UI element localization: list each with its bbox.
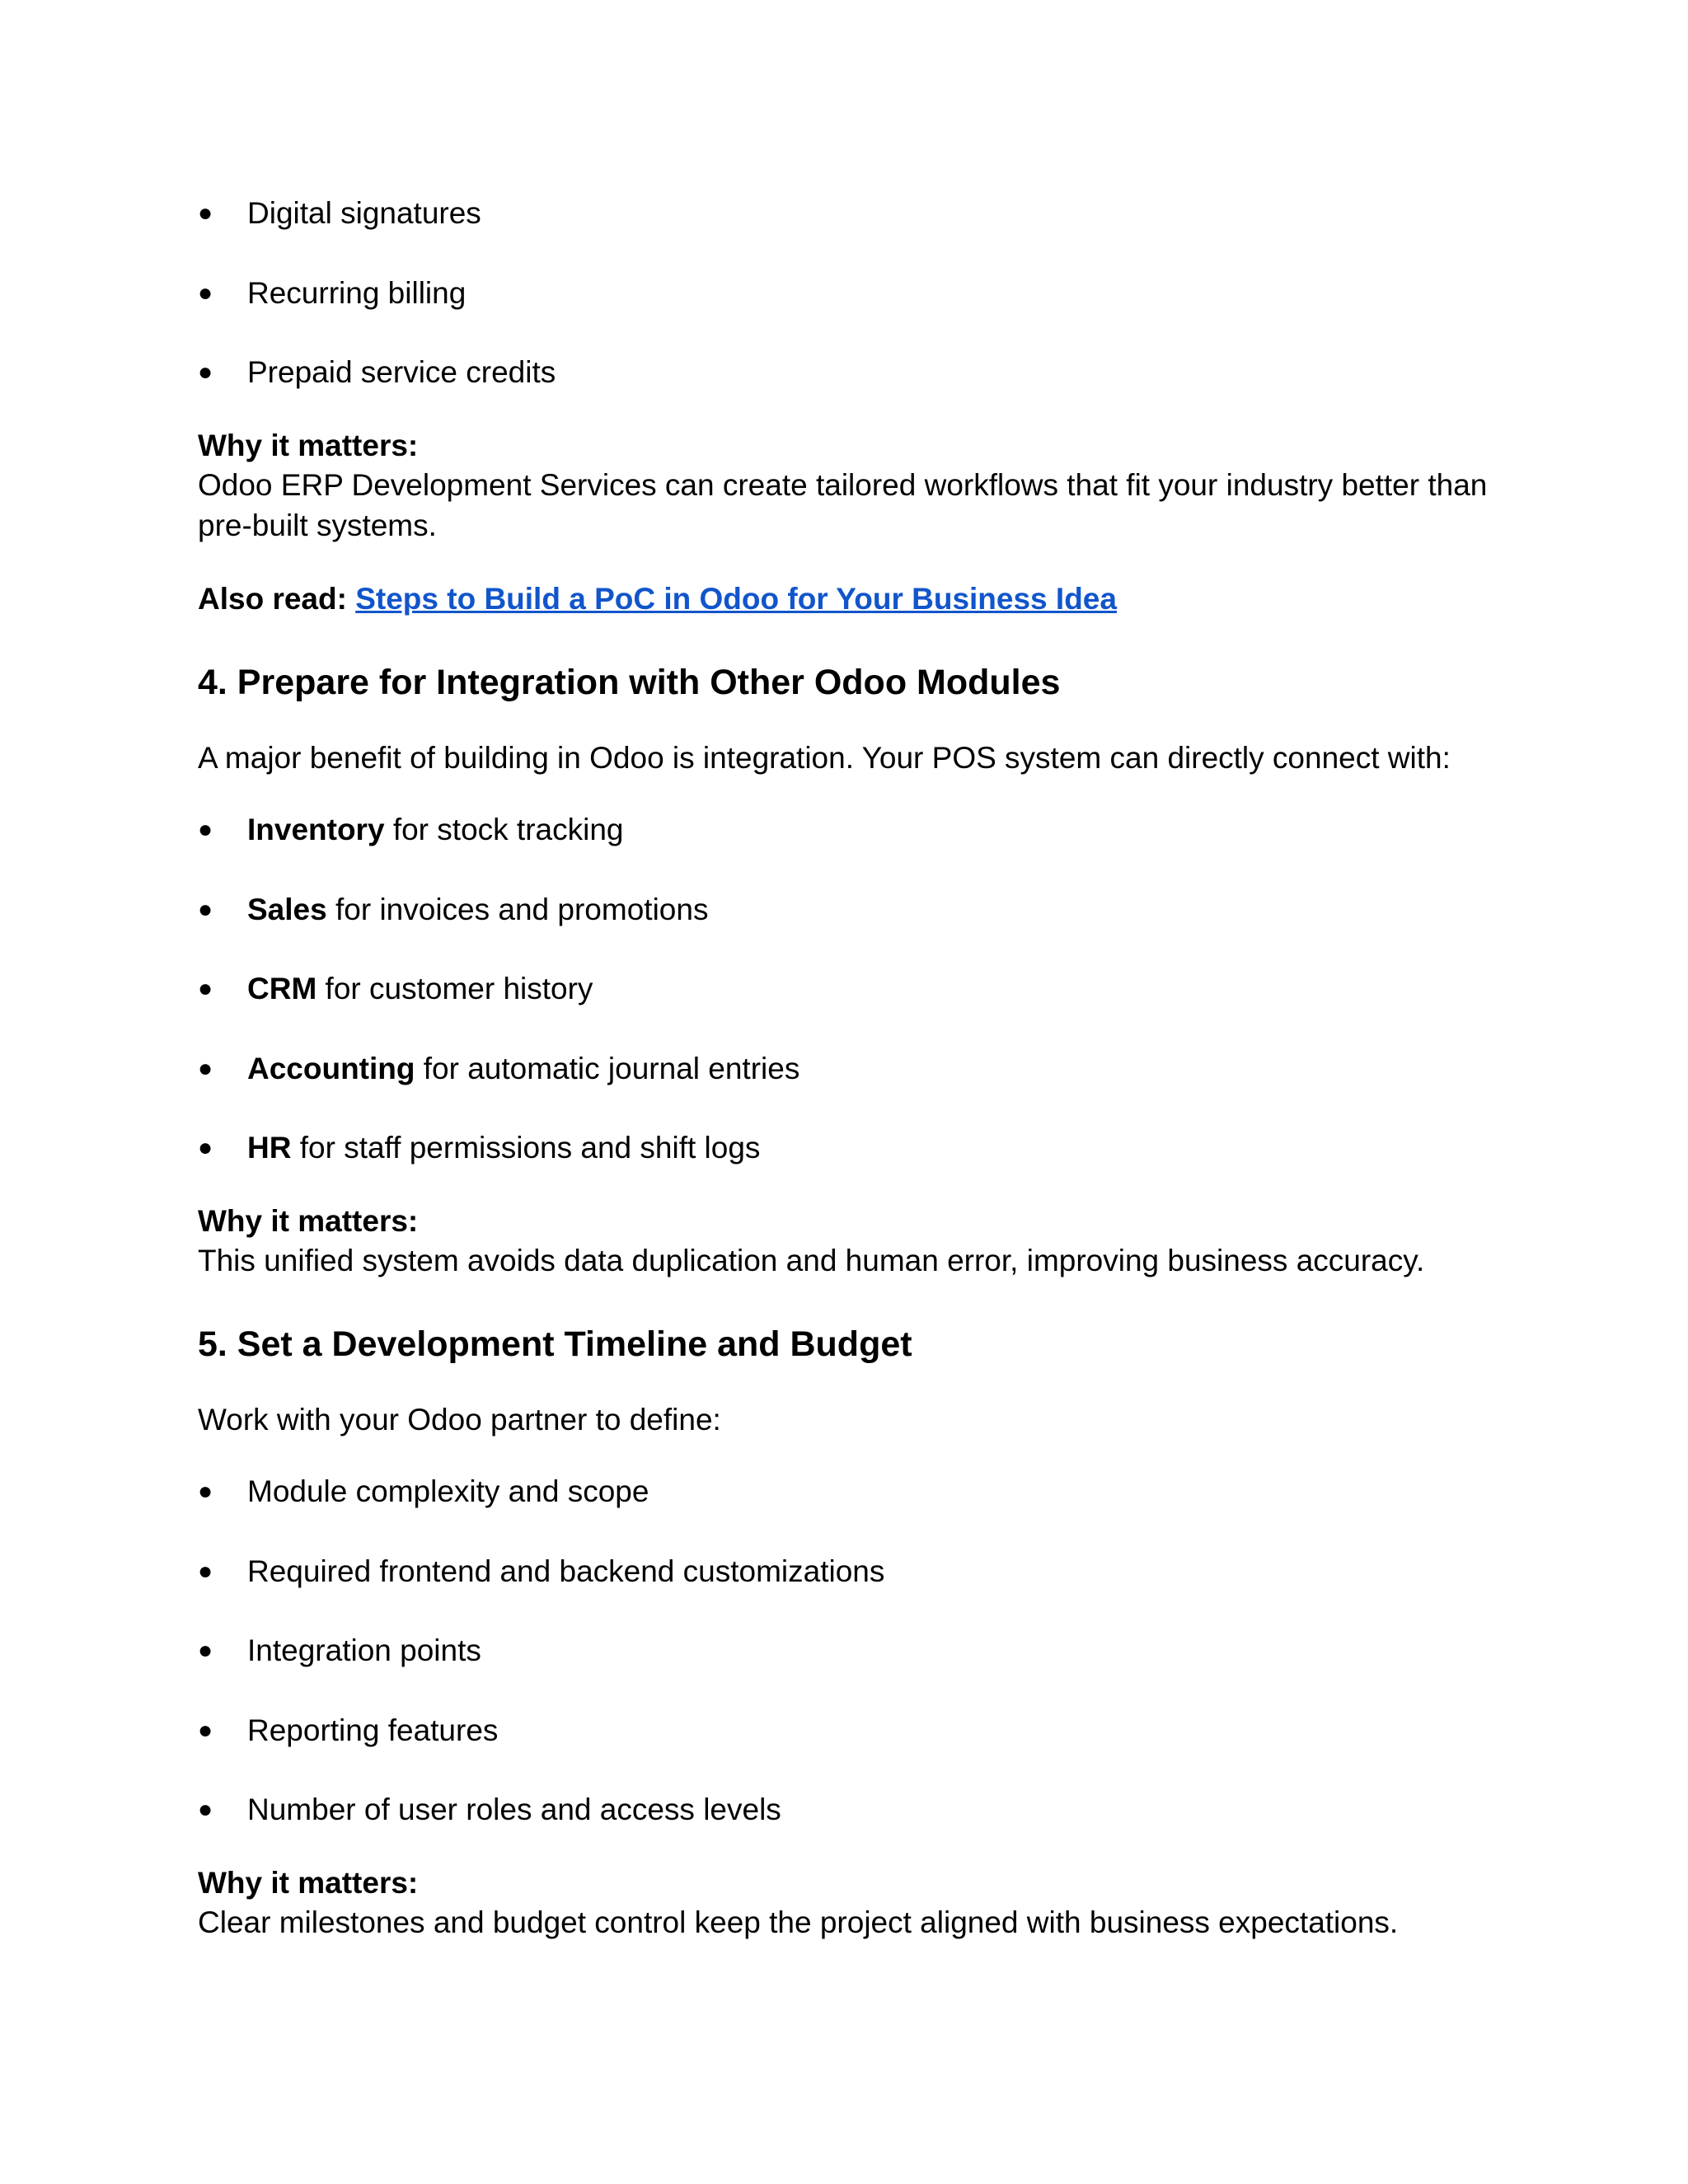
list-item [198, 195, 481, 232]
list-item-bold: Sales [247, 893, 327, 926]
bullet-icon: ● [198, 279, 213, 307]
list-item [198, 1633, 481, 1669]
section-intro: Work with your Odoo partner to define: [198, 1403, 721, 1436]
also-read-label: Also read: [198, 582, 347, 616]
bullet-icon: ● [198, 816, 213, 843]
why-it-matters-label: Why it matters: [198, 429, 419, 462]
bullet-icon: ● [198, 1558, 213, 1585]
bullet-icon: ● [198, 199, 213, 227]
list-item [198, 812, 624, 848]
list-item-text: Module complexity and scope [247, 1474, 649, 1508]
bullet-icon: ● [198, 975, 213, 1002]
list-item-text: Required frontend and backend customizations [247, 1554, 885, 1588]
list-item-bold: HR [247, 1131, 292, 1165]
list-item [198, 1554, 885, 1590]
section-heading: 5. Set a Development Timeline and Budget [198, 1324, 912, 1364]
why-it-matters-label: Why it matters: [198, 1866, 419, 1900]
list-item [198, 1051, 800, 1087]
why-it-matters-text: Odoo ERP Development Services can create tailored workflows that fit your industry better than pre-built systems. [198, 468, 1488, 542]
list-item-bold: Inventory [247, 813, 385, 846]
list-item-text: Number of user roles and access levels [247, 1793, 781, 1826]
list-item-text: for automatic journal entries [415, 1052, 800, 1085]
bullet-icon: ● [198, 1637, 213, 1664]
section-heading: 4. Prepare for Integration with Other Odoo Modules [198, 663, 1061, 702]
bullet-icon: ● [198, 1134, 213, 1161]
list-item-text: for stock tracking [384, 813, 624, 846]
list-item-text: for invoices and promotions [326, 893, 709, 926]
list-item [198, 1130, 761, 1166]
list-item-text: for staff permissions and shift logs [291, 1131, 761, 1165]
also-read [198, 581, 1117, 617]
list-item-bold: Accounting [247, 1052, 415, 1085]
list-item [198, 1792, 781, 1828]
list-item-text: Reporting features [247, 1713, 499, 1747]
list-item [198, 1713, 499, 1749]
list-item-text: for customer history [316, 972, 593, 1005]
why-it-matters-label: Why it matters: [198, 1204, 419, 1238]
list-item-text: Prepaid service credits [247, 355, 556, 389]
list-item-text: Digital signatures [247, 196, 481, 230]
list-item [198, 1474, 649, 1510]
why-it-matters-text: This unified system avoids data duplication and human error, improving business accuracy. [198, 1244, 1425, 1277]
why-it-matters-text: Clear milestones and budget control keep the project aligned with business expectations. [198, 1905, 1399, 1939]
list-item-bold: CRM [247, 972, 317, 1005]
bullet-icon: ● [198, 896, 213, 923]
list-item [198, 971, 593, 1007]
list-item-text: Integration points [247, 1633, 481, 1667]
bullet-icon: ● [198, 1796, 213, 1823]
list-item [198, 275, 467, 312]
list-item [198, 892, 709, 928]
list-item-text: Recurring billing [247, 276, 467, 310]
section-intro: A major benefit of building in Odoo is integration. Your POS system can directly connect with: [198, 741, 1451, 775]
also-read-link[interactable]: Steps to Build a PoC in Odoo for Your Business Idea [355, 582, 1117, 616]
bullet-icon: ● [198, 1055, 213, 1082]
bullet-icon: ● [198, 1717, 213, 1744]
list-item [198, 354, 556, 391]
bullet-icon: ● [198, 1478, 213, 1505]
bullet-icon: ● [198, 359, 213, 386]
